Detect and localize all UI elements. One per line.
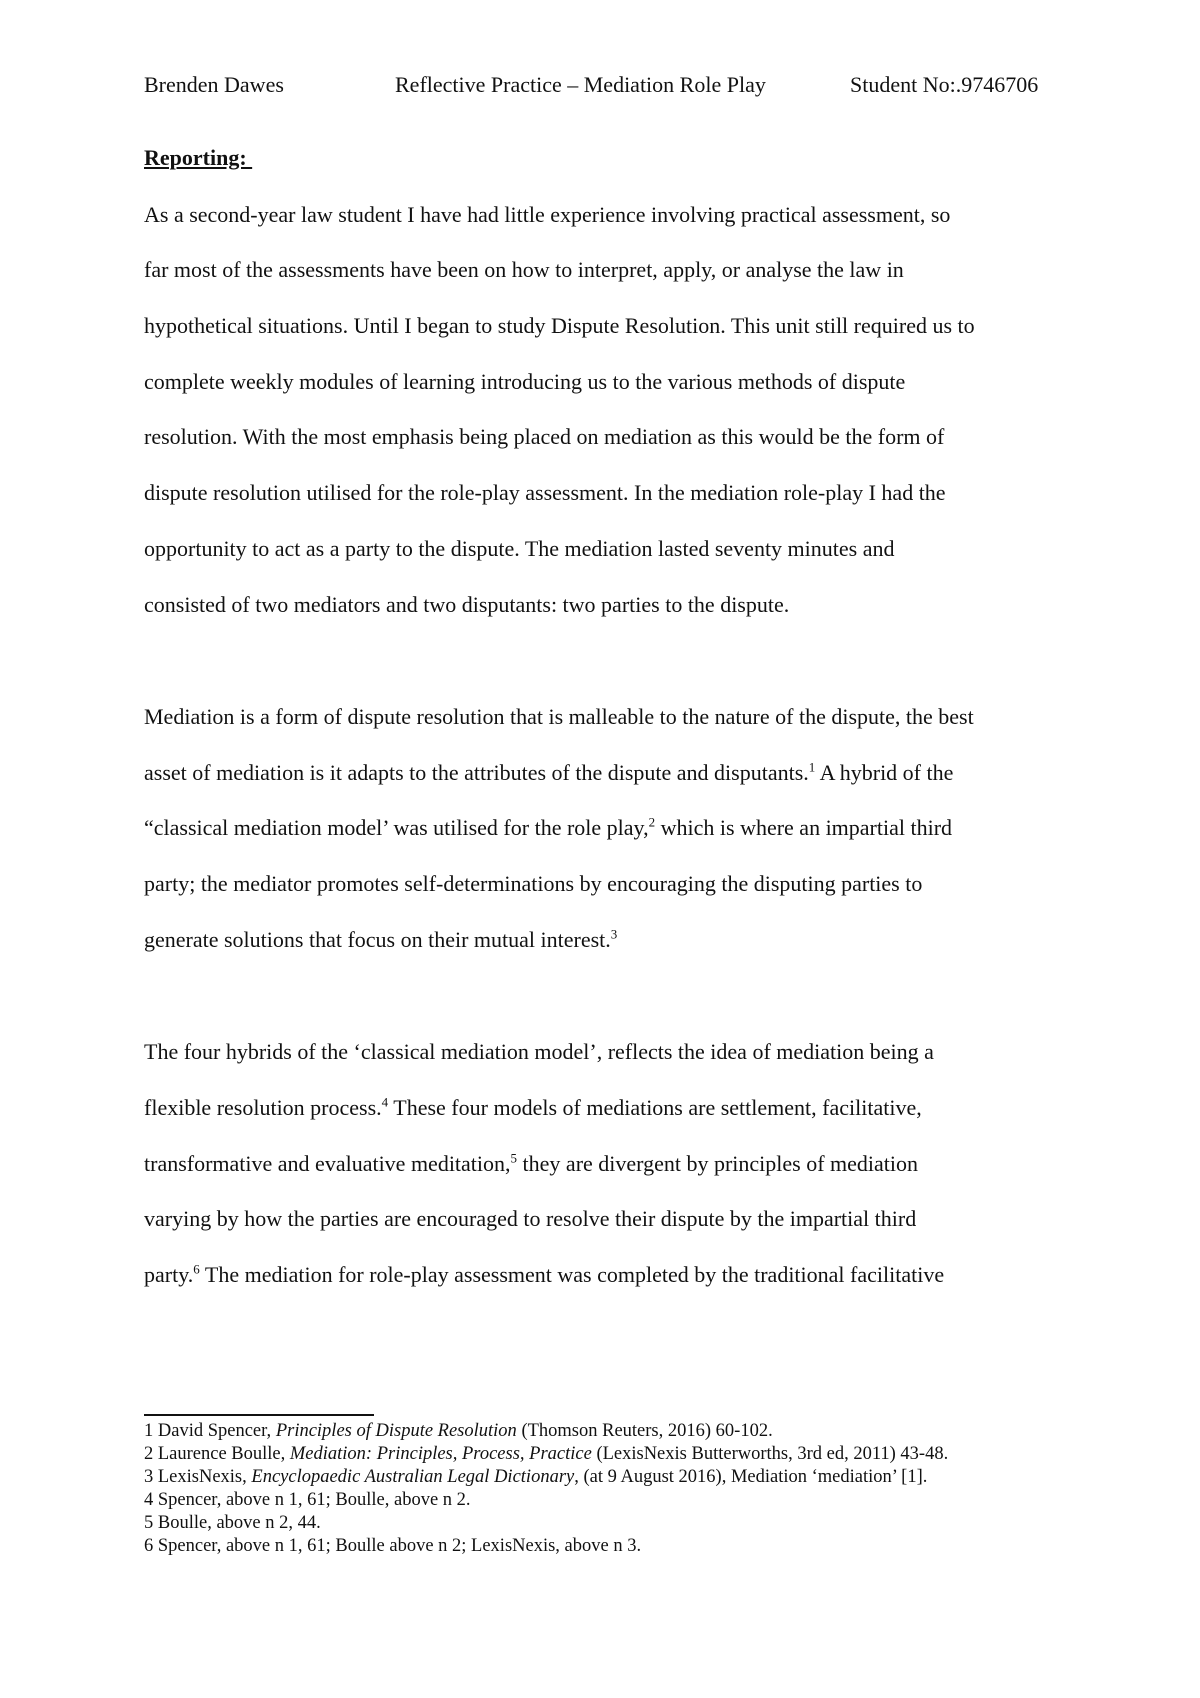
text-run: “classical mediation model’ was utilised for the role play,: [144, 815, 649, 840]
text-run: far most of the assessments have been on how to interpret, apply, or analyse the law in: [144, 257, 904, 282]
text-run: 2 Laurence Boulle,: [144, 1444, 290, 1464]
text-run: flexible resolution process.: [144, 1095, 382, 1120]
header-document-title: Reflective Practice – Mediation Role Play: [395, 72, 766, 97]
body-line: [144, 1149, 1064, 1179]
text-run: , (at 9 August 2016), Mediation ‘mediation’ [1].: [574, 1467, 928, 1487]
text-run: hypothetical situations. Until I began to study Dispute Resolution. This unit still required us to: [144, 313, 975, 338]
body-line: [144, 925, 1064, 955]
body-line: [144, 478, 1064, 508]
text-run: 6 Spencer, above n 1, 61; Boulle above n 2; LexisNexis, above n 3.: [144, 1536, 642, 1556]
body-line: [144, 200, 1064, 230]
text-run: resolution. With the most emphasis being placed on mediation as this would be the form of: [144, 424, 945, 449]
body-line: [144, 1260, 1064, 1290]
footnote-reference: 6: [193, 1261, 200, 1277]
body-line: [144, 1037, 1064, 1067]
body-line: [144, 758, 1064, 788]
text-run: 1 David Spencer,: [144, 1421, 276, 1441]
body-line: [144, 702, 1064, 732]
footnote-separator: [144, 1414, 374, 1416]
text-run: These four models of mediations are settlement, facilitative,: [388, 1095, 922, 1120]
text-run: Mediation is a form of dispute resolution that is malleable to the nature of the dispute, the best: [144, 704, 974, 729]
text-run: generate solutions that focus on their mutual interest.: [144, 927, 611, 952]
body-line: [144, 422, 1064, 452]
footnote-line: [144, 1443, 948, 1465]
text-run: As a second-year law student I have had little experience involving practical assessment, so: [144, 202, 951, 227]
footnote-reference: 2: [648, 814, 656, 830]
body-line: [144, 367, 1064, 397]
text-run: consisted of two mediators and two disputants: two parties to the dispute.: [144, 592, 790, 617]
italic-title: Mediation: Principles, Process, Practice: [289, 1444, 592, 1464]
body-line: [144, 813, 1064, 843]
text-run: they are divergent by principles of mediation: [517, 1151, 919, 1176]
text-run: asset of mediation is it adapts to the attributes of the dispute and disputants.: [144, 760, 809, 785]
italic-title: Principles of Dispute Resolution: [275, 1421, 517, 1441]
text-run: party; the mediator promotes self-determinations by encouraging the disputing parties to: [144, 871, 923, 896]
text-run: The four hybrids of the ‘classical mediation model’, reflects the idea of mediation being a: [144, 1039, 934, 1064]
text-run: transformative and evaluative meditation,: [144, 1151, 511, 1176]
footnote-line: [144, 1512, 321, 1534]
italic-title: Encyclopaedic Australian Legal Dictionary: [251, 1467, 575, 1487]
footnote-reference: 3: [610, 926, 618, 942]
text-run: dispute resolution utilised for the role-play assessment. In the mediation role-play I had the: [144, 480, 946, 505]
text-run: varying by how the parties are encouraged to resolve their dispute by the impartial third: [144, 1206, 917, 1231]
footnote-reference: 5: [510, 1150, 518, 1166]
text-run: (Thomson Reuters, 2016) 60-102.: [516, 1421, 773, 1441]
footnote-line: [144, 1420, 773, 1442]
body-line: [144, 311, 1064, 341]
body-line: [144, 255, 1064, 285]
footnote-reference: 1: [808, 759, 816, 775]
body-line: [144, 1204, 1064, 1234]
header-student-number: Student No:.9746706: [850, 72, 1039, 97]
body-line: [144, 1093, 1064, 1123]
footnote-line: [144, 1466, 927, 1488]
text-run: party.: [144, 1262, 194, 1287]
text-run: opportunity to act as a party to the dispute. The mediation lasted seventy minutes and: [144, 536, 895, 561]
body-line: [144, 534, 1064, 564]
footnote-line: [144, 1535, 641, 1557]
text-run: (LexisNexis Butterworths, 3rd ed, 2011) 43-48.: [591, 1444, 949, 1464]
text-run: 4 Spencer, above n 1, 61; Boulle, above n 2.: [144, 1490, 471, 1510]
text-run: which is where an impartial third: [655, 815, 953, 840]
header-author-name: Brenden Dawes: [144, 72, 284, 97]
body-line: [144, 869, 1064, 899]
body-line: [144, 590, 1064, 620]
footnote-reference: 4: [381, 1094, 389, 1110]
footnote-line: [144, 1489, 471, 1511]
text-run: 5 Boulle, above n 2, 44.: [144, 1513, 321, 1533]
text-run: 3 LexisNexis,: [144, 1467, 252, 1487]
text-run: The mediation for role-play assessment was completed by the traditional facilitative: [199, 1262, 945, 1287]
text-run: A hybrid of the: [815, 760, 954, 785]
section-heading: Reporting:: [144, 145, 253, 170]
text-run: complete weekly modules of learning introducing us to the various methods of dispute: [144, 369, 906, 394]
